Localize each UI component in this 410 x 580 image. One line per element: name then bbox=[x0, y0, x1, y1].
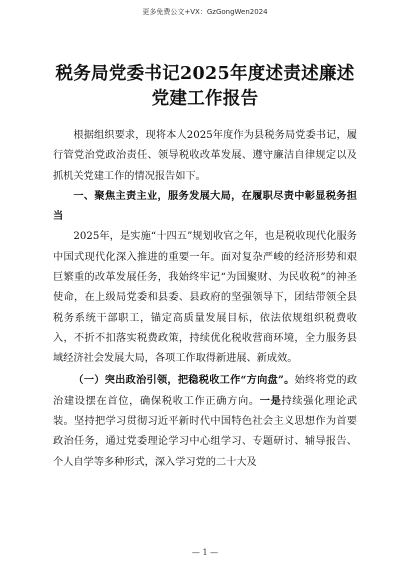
body-paragraph: 2025年，是实施“十四五”规划收官之年，也是税收现代化服务中国式现代化深入推进的重要一年。面对复杂严峻的经济形势和艰巨繁重的改革发展任务，我始终牢记“为国聚财、为民收税”的神圣使命，在上级局党委和县委、县政府的坚强领导下，团结带领全县税务系统干部职工，锚定高质量发展目标，依法依规组织税费收入，不折不扣落实税费政策，持续优化税收营商环境，全力服务县域经济社会发展大局，各项工作取得新进展、新成效。 bbox=[53, 231, 357, 365]
document-title: 税务局党委书记2025年度述责述廉述党建工作报告 bbox=[55, 64, 355, 109]
page-number: — 1 — bbox=[191, 548, 219, 557]
section-heading-1: 一、聚焦主责主业，服务发展大局，在履职尽责中彰显税务担当 bbox=[53, 190, 357, 223]
point-text: 持续强化理论武装。坚持把学习贯彻习近平新时代中国特色社会主义思想作为首要政治任务，通过党委理论学习中心组学习、专题研讨、辅导报告、个人自学等多种形式，深入学习党的二十大及 bbox=[53, 395, 358, 468]
page-header-watermark: 更多免费公文+VX：GzGongWen2024 bbox=[142, 8, 268, 16]
intro-paragraph: 根据组织要求，现将本人2025年度作为县税务局党委书记，履行管党治党政治责任、领导税收改革发展、遵守廉洁自律规定以及抓机关党建工作的情况报告如下。 bbox=[53, 130, 357, 182]
subsection-text: 始终将党的政治建设摆在首位，确保税收工作正确方向。 bbox=[53, 374, 358, 407]
document-body bbox=[53, 126, 357, 473]
subsection-heading: （一）突出政治引领，把稳税收工作“方向盘”。 bbox=[73, 373, 295, 386]
subsection-paragraph bbox=[53, 370, 357, 473]
point-marker: 一是 bbox=[259, 394, 282, 407]
